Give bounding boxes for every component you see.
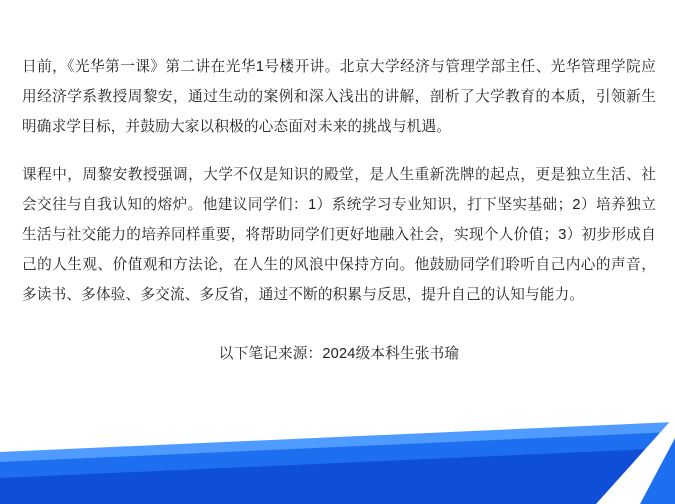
article-body — [22, 52, 656, 368]
decorative-ribbon — [0, 412, 675, 504]
paragraph-2: 课程中，周黎安教授强调，大学不仅是知识的殿堂，是人生重新洗牌的起点，更是独立生活、社会交往与自我认知的熔炉。他建议同学们：1）系统学习专业知识，打下坚实基础；2）培养独立生活与社交能力的培养同样重要，将帮助同学们更好地融入社会，实现个人价值；3）初步形成自己的人生观、价值观和方法论，在人生的风浪中保持方向。他鼓励同学们聆听自己内心的声音，多读书、多体验、多交流、多反省，通过不断的积累与反思，提升自己的认知与能力。 — [22, 167, 656, 303]
paragraph-1: 日前，《光华第一课》第二讲在光华1号楼开讲。北京大学经济与管理学部主任、光华管理学院应用经济学系教授周黎安，通过生动的案例和深入浅出的讲解，剖析了大学教育的本质，引领新生明确求学目标，并鼓励大家以积极的心态面对未来的挑战与机遇。 — [22, 59, 656, 135]
source-note: 以下笔记来源：2024级本科生张书瑜 — [218, 346, 460, 362]
